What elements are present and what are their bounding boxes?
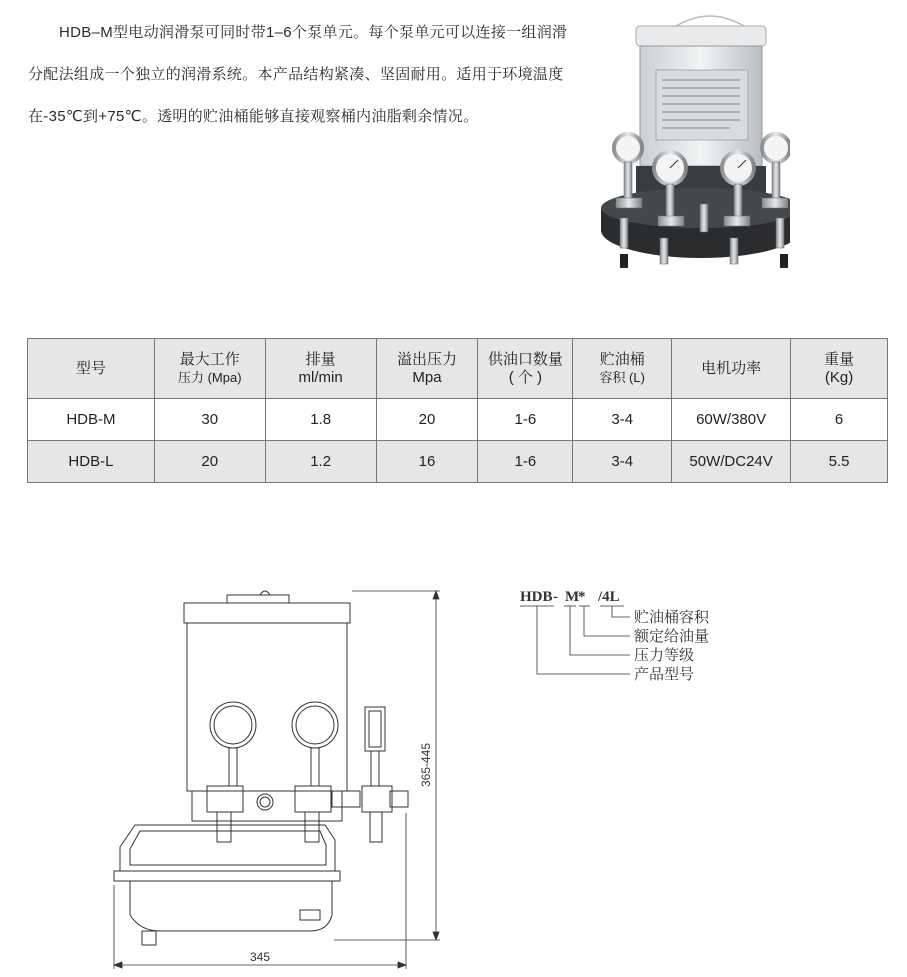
dimension-drawing: [100, 585, 460, 975]
cell: 1.8: [265, 399, 376, 441]
cell: 60W/380V: [672, 399, 791, 441]
label-pressure-grade: 压力等级: [634, 648, 695, 664]
spec-table: [27, 338, 888, 483]
table-row: [28, 441, 888, 483]
cell: 5.5: [791, 441, 888, 483]
cell: 1.2: [265, 441, 376, 483]
header-tank-volume: 贮油桶 容积 (L): [573, 339, 672, 399]
label-tank-volume: 贮油桶容积: [634, 610, 710, 626]
cell: 3-4: [573, 399, 672, 441]
code-part-star: *: [578, 589, 586, 605]
code-part-volume: /4L: [598, 589, 620, 605]
code-part-hdb: HDB: [520, 589, 553, 605]
cell: 6: [791, 399, 888, 441]
cell: 20: [376, 399, 478, 441]
cell: 50W/DC24V: [672, 441, 791, 483]
cell: 20: [154, 441, 265, 483]
height-dimension-label: 365-445: [419, 742, 433, 788]
cell: 16: [376, 441, 478, 483]
header-weight: 重量 (Kg): [791, 339, 888, 399]
label-product-model: 产品型号: [634, 667, 695, 683]
code-part-dash: -: [553, 589, 558, 605]
header-outlet-count: 供油口数量 ( 个 ): [478, 339, 573, 399]
code-part-m: M: [565, 589, 580, 605]
header-overflow-pressure: 溢出压力 Mpa: [376, 339, 478, 399]
header-displacement: 排量 ml/min: [265, 339, 376, 399]
cell: HDB-M: [28, 399, 155, 441]
intro-paragraph: HDB–M型电动润滑泵可同时带1–6个泵单元。每个泵单元可以连接一组润滑分配法组成一个独立的润滑系统。本产品结构紧凑、坚固耐用。适用于环境温度在-35℃到+75℃。透明的贮油桶能够直接观察桶内油脂剩余情况。: [28, 24, 568, 125]
product-photo: [590, 8, 790, 276]
cell: 1-6: [478, 399, 573, 441]
label-rated-output: 额定给油量: [634, 629, 710, 645]
header-motor-power: 电机功率: [672, 339, 791, 399]
cell: 30: [154, 399, 265, 441]
table-row: [28, 399, 888, 441]
table-header-row: [28, 339, 888, 399]
width-dimension-label: 345: [249, 950, 271, 964]
cell: 3-4: [573, 441, 672, 483]
model-code-diagram: [520, 584, 780, 694]
header-model: 型号: [28, 339, 155, 399]
cell: HDB-L: [28, 441, 155, 483]
cell: 1-6: [478, 441, 573, 483]
header-max-pressure: 最大工作 压力 (Mpa): [154, 339, 265, 399]
